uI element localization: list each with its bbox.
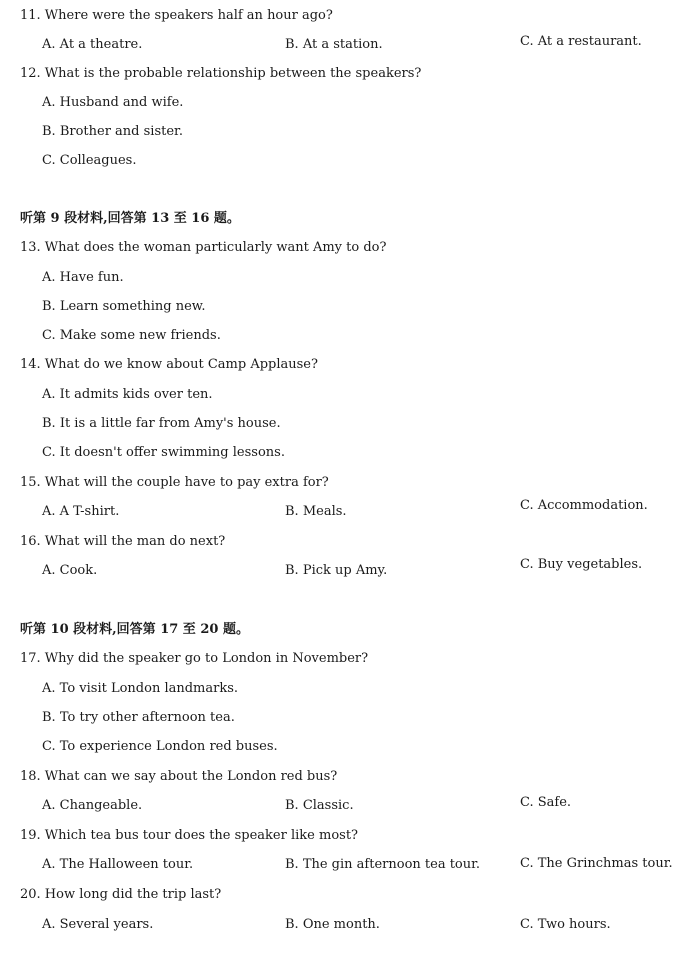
option-18-a: A. Changeable. — [42, 798, 143, 813]
option-15-b: B. Meals. — [285, 504, 347, 519]
option-16-b: B. Pick up Amy. — [285, 563, 388, 578]
question-19: 19. Which tea bus tour does the speaker like most? — [20, 828, 359, 843]
option-17-a: A. To visit London landmarks. — [42, 681, 239, 696]
option-13-a: A. Have fun. — [42, 270, 124, 285]
option-19-c: C. The Grinchmas tour. — [520, 856, 673, 871]
option-11-b: B. At a station. — [285, 37, 383, 52]
option-17-b: B. To try other afternoon tea. — [42, 710, 235, 725]
option-20-c: C. Two hours. — [520, 917, 611, 932]
question-13: 13. What does the woman particularly want Amy to do? — [20, 240, 387, 255]
option-20-a: A. Several years. — [42, 917, 154, 932]
option-14-b: B. It is a little far from Amy's house. — [42, 416, 281, 431]
option-18-c: C. Safe. — [520, 795, 572, 810]
option-16-a: A. Cook. — [42, 563, 98, 578]
option-16-c: C. Buy vegetables. — [520, 557, 643, 572]
option-15-c: C. Accommodation. — [520, 498, 648, 513]
option-19-b: B. The gin afternoon tea tour. — [285, 857, 481, 872]
option-12-b: B. Brother and sister. — [42, 124, 183, 139]
option-12-c: C. Colleagues. — [42, 153, 137, 168]
option-14-a: A. It admits kids over ten. — [42, 387, 213, 402]
question-18: 18. What can we say about the London red bus? — [20, 769, 338, 784]
question-17: 17. Why did the speaker go to London in November? — [20, 651, 369, 666]
option-15-a: A. A T-shirt. — [42, 504, 120, 519]
question-11: 11. Where were the speakers half an hour ago? — [20, 8, 333, 23]
question-15: 15. What will the couple have to pay extra for? — [20, 475, 329, 490]
question-14: 14. What do we know about Camp Applause? — [20, 357, 318, 372]
question-16: 16. What will the man do next? — [20, 534, 226, 549]
option-13-b: B. Learn something new. — [42, 299, 206, 314]
option-14-c: C. It doesn't offer swimming lessons. — [42, 445, 285, 460]
option-11-c: C. At a restaurant. — [520, 34, 642, 49]
section-heading-9: 听第 9 段材料,回答第 13 至 16 题。 — [20, 211, 240, 226]
section-heading-10: 听第 10 段材料,回答第 17 至 20 题。 — [20, 622, 249, 637]
option-18-b: B. Classic. — [285, 798, 354, 813]
question-20: 20. How long did the trip last? — [20, 887, 222, 902]
option-19-a: A. The Halloween tour. — [42, 857, 194, 872]
option-17-c: C. To experience London red buses. — [42, 739, 278, 754]
option-13-c: C. Make some new friends. — [42, 328, 221, 343]
question-12: 12. What is the probable relationship between the speakers? — [20, 66, 422, 81]
option-20-b: B. One month. — [285, 917, 380, 932]
option-12-a: A. Husband and wife. — [42, 95, 184, 110]
option-11-a: A. At a theatre. — [42, 37, 143, 52]
